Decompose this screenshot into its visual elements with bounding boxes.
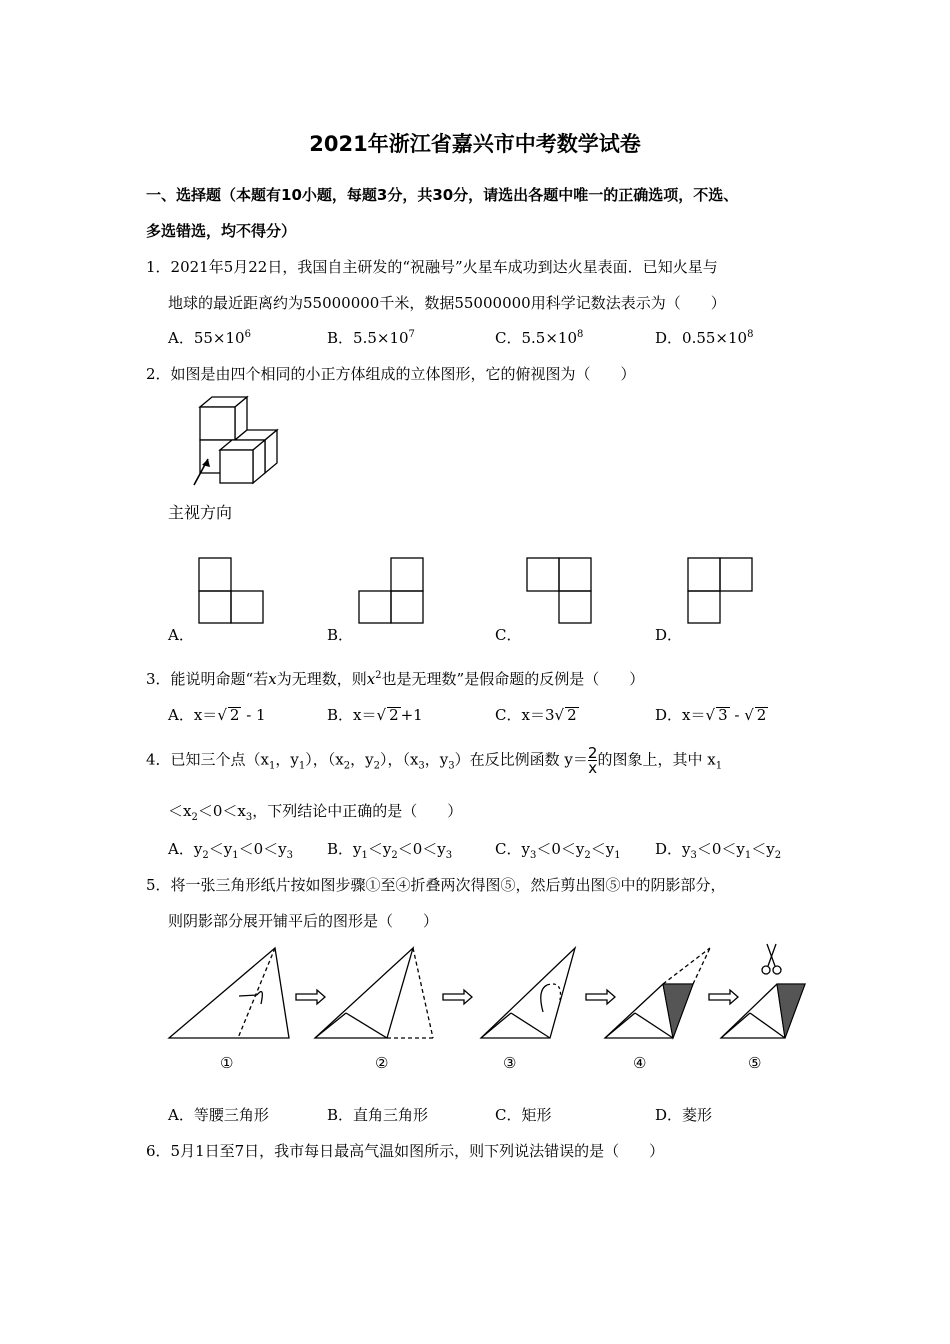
section-header-line1: 一、选择题（本题有10小题，每题3分，共30分，请选出各题中唯一的正确选项，不选、 <box>146 186 739 204</box>
q5-option-d: D．菱形 <box>655 1106 713 1124</box>
q2-option-b-label: B． <box>327 626 354 644</box>
q4-option-a: A．$y_2<y_1<0<y_3$ <box>168 840 293 861</box>
q3-option-c: C．x＝3√ 2 <box>495 706 577 724</box>
q2-solid-figure <box>190 395 290 495</box>
q1-stem-line1: 1．2021年5月22日，我国自主研发的“祝融号”火星车成功到达火星表面．已知火星与 <box>146 258 718 276</box>
q2-direction-label: 主视方向 <box>168 503 233 522</box>
q5-option-c: C．矩形 <box>495 1106 552 1124</box>
q5-stem-line1: 5．将一张三角形纸片按如图步骤①至④折叠两次得图⑤，然后剪出图⑤中的阴影部分， <box>146 876 726 894</box>
q2-stem: 2．如图是由四个相同的小正方体组成的立体图形，它的俯视图为（ ） <box>146 365 636 383</box>
q1-option-b: B．$5.5\times 10^7$ <box>327 329 415 347</box>
q5-step-label-3: ③ <box>503 1054 517 1072</box>
q1-option-c: C．$5.5\times 10^8$ <box>495 329 584 347</box>
q5-step-label-2: ② <box>375 1054 389 1072</box>
q1-stem-line2: 地球的最近距离约为55000000千米，数据55000000用科学记数法表示为（ ） <box>168 294 726 312</box>
q2-option-d-label: D． <box>655 626 683 644</box>
q6-stem: 6．5月1日至7日，我市每日最高气温如图所示，则下列说法错误的是（ ） <box>146 1142 665 1160</box>
q4-fraction: $\frac{2}{x}$ <box>587 744 598 777</box>
q3-stem: 3．能说明命题“若x为无理数，则$x^2$也是无理数”是假命题的反例是（ ） <box>146 670 645 688</box>
q2-option-a-figure <box>198 557 266 625</box>
q3-option-a: A．x＝√ 2 - 1 <box>168 706 266 724</box>
q4-stem-line1: 4．已知三个点（$x_1$，$y_1$），（$x_2$，$y_2$），（$x_3$，$y_3$）在反比例函数 y＝ $\frac{2}{x}$ 的图象上，其中 $x_1$ <box>146 744 723 777</box>
q5-option-b: B．直角三角形 <box>327 1106 429 1124</box>
q5-step-label-4: ④ <box>633 1054 647 1072</box>
q2-option-c-figure <box>526 557 594 625</box>
page-title: 2021年浙江省嘉兴市中考数学试卷 <box>309 132 641 156</box>
q1-option-a: A．$55\times 10^6$ <box>168 329 251 347</box>
q2-option-b-figure <box>358 557 426 625</box>
section-header-line2: 多选错选，均不得分） <box>146 222 297 240</box>
q2-option-a-label: A． <box>168 626 194 644</box>
q1-option-d: D．$0.55\times 10^8$ <box>655 329 754 347</box>
q5-step-label-1: ① <box>220 1054 234 1072</box>
q4-option-b: B．$y_1<y_2<0<y_3$ <box>327 840 453 861</box>
q4-option-c: C．$y_3<0<y_2<y_1$ <box>495 840 621 861</box>
q4-stem-line2: $<x_2<0<x_3$，下列结论中正确的是（ ） <box>168 802 463 823</box>
q5-option-a: A．等腰三角形 <box>168 1106 269 1124</box>
q5-stem-line2: 则阴影部分展开铺平后的图形是（ ） <box>168 912 439 930</box>
q3-option-d: D．x＝√ 3 - √ 2 <box>655 706 767 724</box>
q2-option-c-label: C． <box>495 626 522 644</box>
q2-option-d-figure <box>687 557 755 625</box>
q4-option-d: D．$y_3<0<y_1<y_2$ <box>655 840 782 861</box>
q3-option-b: B．x＝√ 2 +1 <box>327 706 423 724</box>
q5-step-label-5: ⑤ <box>748 1054 762 1072</box>
q5-folding-steps-figure <box>165 940 815 1080</box>
